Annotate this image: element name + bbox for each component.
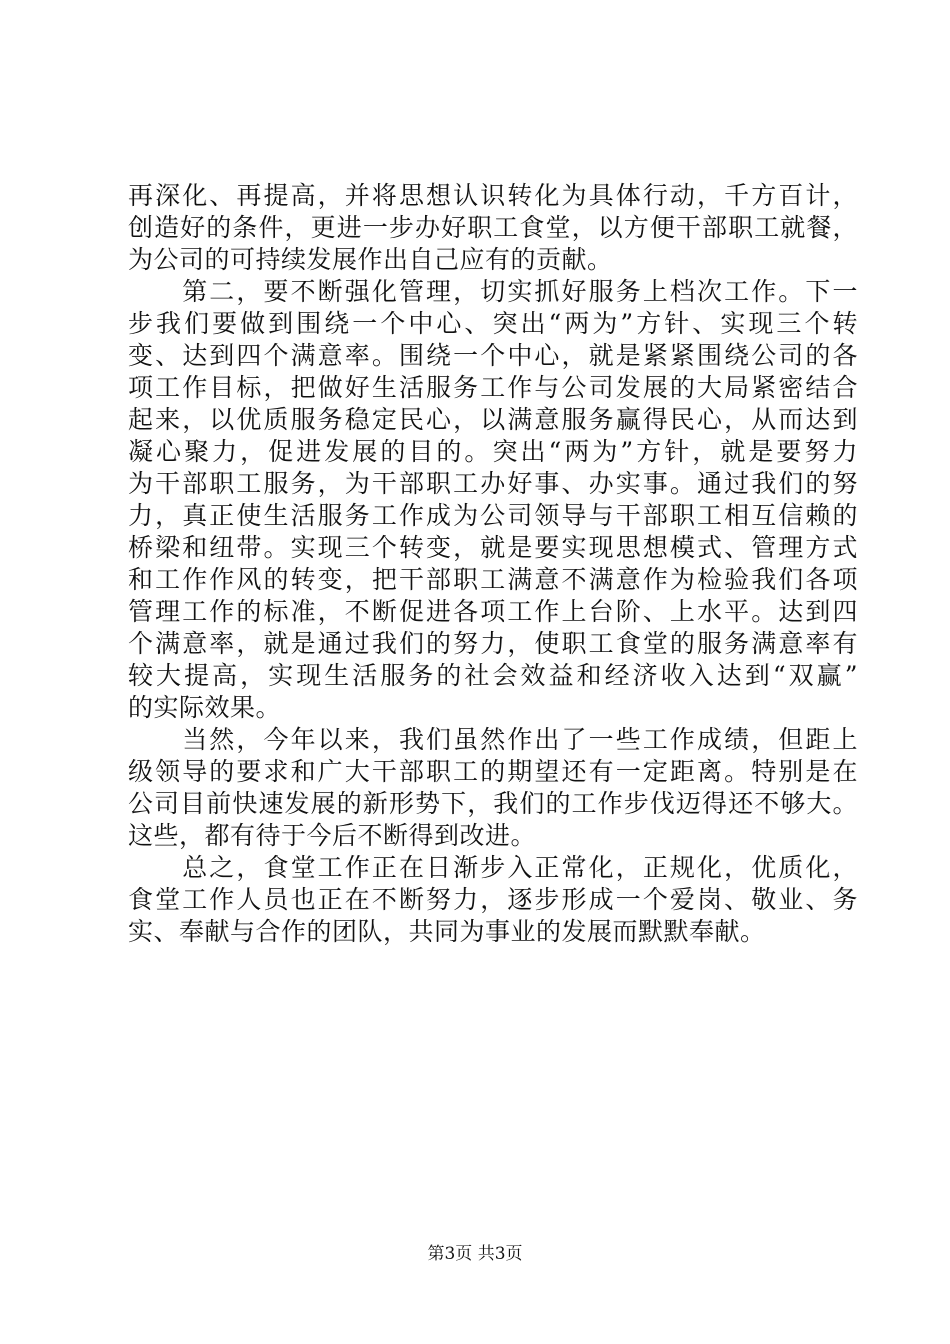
page-footer: 第3页 共3页 [427,1244,523,1264]
text-line: 起来，以优质服务稳定民心，以满意服务赢得民心，从而达到 [128,405,858,434]
text-line: 为干部职工服务，为干部职工办好事、办实事。通过我们的努 [128,469,858,498]
text-line: 公司目前快速发展的新形势下，我们的工作步伐迈得还不够大。 [128,789,858,818]
text-line: 创造好的条件，更进一步办好职工食堂，以方便干部职工就餐， [128,213,858,242]
text-line: 凝心聚力，促进发展的目的。突出“两为”方针，就是要努力 [128,437,858,466]
text-line: 为公司的可持续发展作出自己应有的贡献。 [128,245,613,274]
text-line: 实、奉献与合作的团队，共同为事业的发展而默默奉献。 [128,917,766,946]
text-line: 力，真正使生活服务工作成为公司领导与干部职工相互信赖的 [128,501,858,530]
text-line: 桥梁和纽带。实现三个转变，就是要实现思想模式、管理方式 [128,533,858,562]
text-line: 这些，都有待于今后不断得到改进。 [128,821,537,850]
text-line: 总之，食堂工作正在日渐步入正常化，正规化，优质化， [128,853,858,882]
text-line: 当然，今年以来，我们虽然作出了一些工作成绩，但距上 [128,725,858,754]
text-line: 项工作目标，把做好生活服务工作与公司发展的大局紧密结合 [128,373,858,402]
text-line: 和工作作风的转变，把干部职工满意不满意作为检验我们各项 [128,565,858,594]
text-line: 再深化、再提高，并将思想认识转化为具体行动，千方百计， [128,181,858,210]
text-line: 管理工作的标准，不断促进各项工作上台阶、上水平。达到四 [128,597,858,626]
text-line: 步我们要做到围绕一个中心、突出“两为”方针、实现三个转 [128,309,858,338]
text-line: 第二，要不断强化管理，切实抓好服务上档次工作。下一 [128,277,858,306]
text-line: 变、达到四个满意率。围绕一个中心，就是紧紧围绕公司的各 [128,341,858,370]
text-line: 较大提高，实现生活服务的社会效益和经济收入达到“双赢” [128,661,858,690]
text-line: 级领导的要求和广大干部职工的期望还有一定距离。特别是在 [128,757,858,786]
text-line: 个满意率，就是通过我们的努力，使职工食堂的服务满意率有 [128,629,858,658]
text-line: 的实际效果。 [128,693,282,722]
document-body [128,180,858,948]
text-line: 食堂工作人员也正在不断努力，逐步形成一个爱岗、敬业、务 [128,885,858,914]
